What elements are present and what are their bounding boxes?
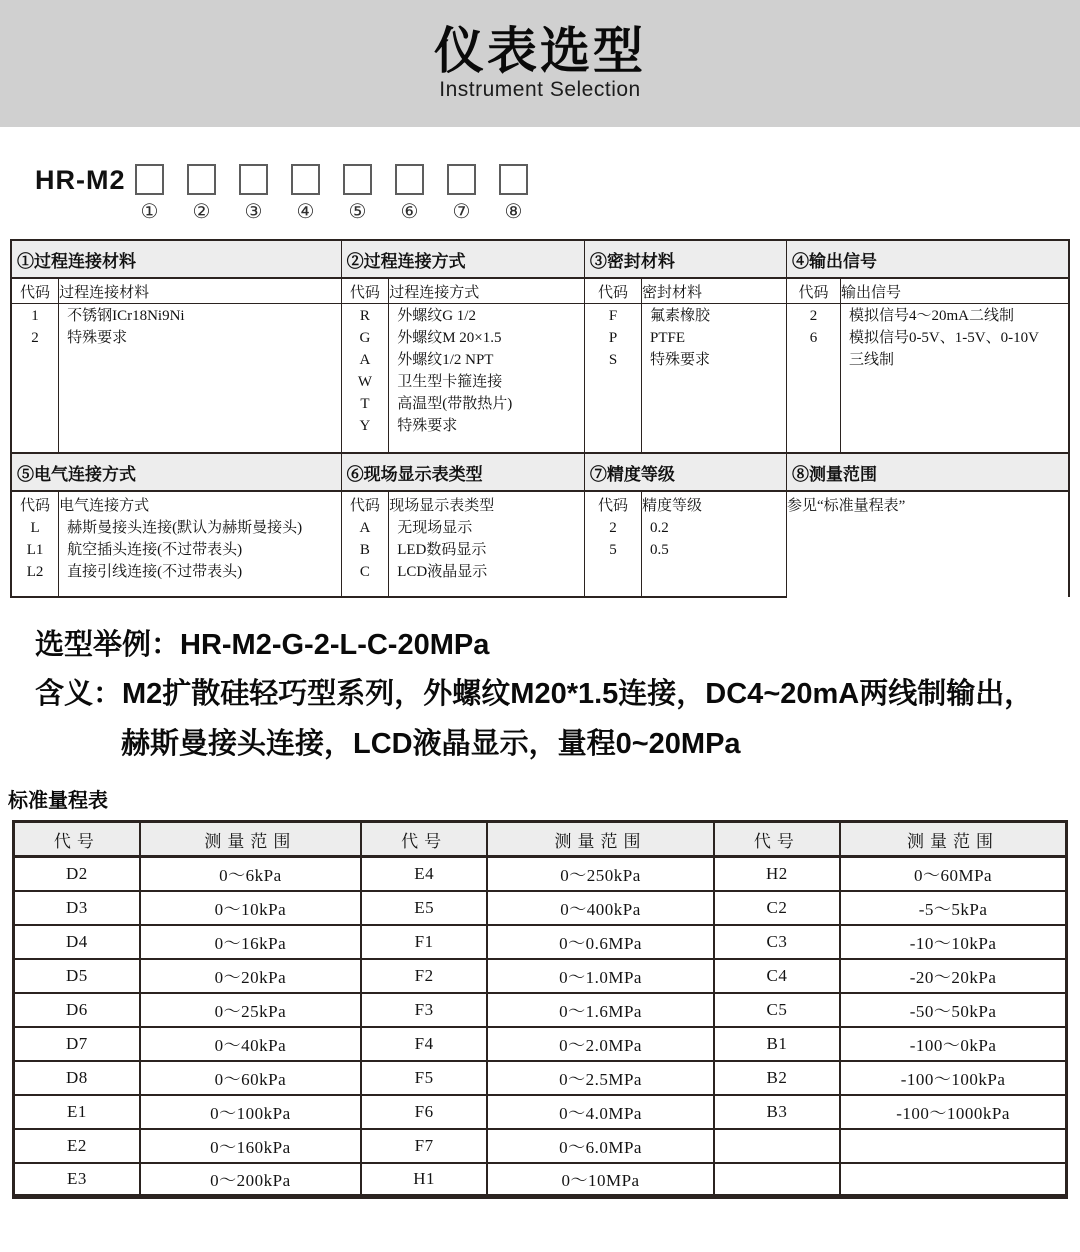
range-table-label: 标准量程表 [8,790,108,813]
page-subtitle: Instrument Selection [439,78,641,102]
range-col-header: 代号 [714,822,840,857]
range-table-row [14,959,1067,993]
range-cell: -100～1000kPa [840,1095,1066,1129]
code-cell: F1 [361,925,487,959]
code-cell: B2 [714,1061,840,1095]
code-cell: D4 [14,925,140,959]
code-box-2 [187,164,216,195]
example-line-2: 含义：M2扩散硅轻巧型系列，外螺纹M20*1.5连接，DC4~20mA两线制输出， [35,678,1034,711]
range-cell: -100～100kPa [840,1061,1066,1095]
code-cell: B3 [714,1095,840,1129]
range-col-header: 测量范围 [487,822,713,857]
code-position-5 [343,164,373,224]
s1-codes: 1 2 [11,304,59,453]
example-line-3: 赫斯曼接头连接，LCD液晶显示，量程0~20MPa [121,728,741,761]
s8-note: 参见“标准量程表” [786,491,1069,597]
code-cell: B1 [714,1027,840,1061]
sub-header-row-1 [11,278,1069,304]
range-table-row [14,1163,1067,1197]
s3-codes: F P S [584,304,641,453]
s1-code-header: 代码 [11,278,59,304]
model-prefix: HR-M2 [35,165,126,195]
range-table-row [14,1095,1067,1129]
position-number-5: ⑤ [348,201,367,223]
code-cell: F6 [361,1095,487,1129]
range-cell: 0～1.6MPa [487,993,713,1027]
position-number-2: ② [192,201,211,223]
range-table-row [14,1129,1067,1163]
range-table-row [14,1061,1067,1095]
range-cell: 0～6kPa [140,857,361,891]
code-box-1 [135,164,164,195]
range-cell: 0～60kPa [140,1061,361,1095]
range-table-row [14,891,1067,925]
code-cell [714,1163,840,1197]
code-cell: C3 [714,925,840,959]
range-cell: 0～4.0MPa [487,1095,713,1129]
s7-code-header: 代码 [584,491,641,516]
range-cell [840,1129,1066,1163]
range-cell: 0～40kPa [140,1027,361,1061]
code-box-4 [291,164,320,195]
code-cell: E2 [14,1129,140,1163]
range-cell: 0～10kPa [140,891,361,925]
s4-codes: 2 6 [786,304,840,453]
range-cell: 0～250kPa [487,857,713,891]
range-col-header: 测量范围 [840,822,1066,857]
range-cell: 0～1.0MPa [487,959,713,993]
code-cell: F7 [361,1129,487,1163]
position-number-6: ⑥ [400,201,419,223]
code-cell: C4 [714,959,840,993]
title-banner [0,0,1080,127]
sub-header-row-2 [11,491,1069,516]
s6-code-header: 代码 [341,491,389,516]
section-2-title: ②过程连接方式 [341,240,584,278]
code-cell: E5 [361,891,487,925]
code-cell: D7 [14,1027,140,1061]
range-cell: 0～16kPa [140,925,361,959]
range-cell: 0～20kPa [140,959,361,993]
range-cell: 0～400kPa [487,891,713,925]
range-cell: 0～2.0MPa [487,1027,713,1061]
section-7-title: ⑦精度等级 [584,453,786,491]
code-cell: C5 [714,993,840,1027]
position-number-8: ⑧ [504,201,523,223]
code-cell: E4 [361,857,487,891]
section-title-row-2 [11,453,1069,491]
s4-code-header: 代码 [786,278,840,304]
range-cell: -10～10kPa [840,925,1066,959]
range-cell: 0～200kPa [140,1163,361,1197]
range-cell [840,1163,1066,1197]
position-number-7: ⑦ [452,201,471,223]
code-box-8 [499,164,528,195]
range-cell: 0～6.0MPa [487,1129,713,1163]
range-table-row [14,925,1067,959]
range-table-row [14,1027,1067,1061]
s5-names: 赫斯曼接头连接(默认为赫斯曼接头) 航空插头连接(不过带表头) 直接引线连接(不过带表头) [59,516,341,597]
section-3-title: ③密封材料 [584,240,786,278]
s4-name-header: 输出信号 [840,278,1069,304]
code-cell: F3 [361,993,487,1027]
code-position-2 [187,164,217,224]
code-cell: E1 [14,1095,140,1129]
range-cell: -100～0kPa [840,1027,1066,1061]
standard-range-table [12,820,1068,1199]
code-cell: H1 [361,1163,487,1197]
code-box-3 [239,164,268,195]
code-cell: H2 [714,857,840,891]
code-cell: D8 [14,1061,140,1095]
range-cell: 0～60MPa [840,857,1066,891]
section-6-title: ⑥现场显示表类型 [341,453,584,491]
range-cell: 0～10MPa [487,1163,713,1197]
code-cell: D6 [14,993,140,1027]
code-position-8 [499,164,529,224]
range-cell: 0～2.5MPa [487,1061,713,1095]
range-table-row [14,993,1067,1027]
s3-code-header: 代码 [584,278,641,304]
range-cell: -20～20kPa [840,959,1066,993]
range-col-header: 代号 [14,822,140,857]
position-number-4: ④ [296,201,315,223]
code-box-5 [343,164,372,195]
s6-name-header: 现场显示表类型 [389,491,585,516]
s5-codes: L L1 L2 [11,516,59,597]
range-cell: 0～160kPa [140,1129,361,1163]
code-position-7 [447,164,477,224]
range-header-row [14,822,1067,857]
s1-names: 不锈钢ICr18Ni9Ni 特殊要求 [59,304,341,453]
section-5-title: ⑤电气连接方式 [11,453,341,491]
code-position-3 [239,164,269,224]
s1-name-header: 过程连接材料 [59,278,341,304]
range-cell: -50～50kPa [840,993,1066,1027]
section-1-title: ①过程连接材料 [11,240,341,278]
s7-names: 0.2 0.5 [642,516,787,597]
s3-name-header: 密封材料 [642,278,787,304]
section-title-row-1 [11,240,1069,278]
code-position-6 [395,164,425,224]
selection-table [10,239,1070,598]
s2-codes: R G A W T Y [341,304,389,453]
range-cell: 0～0.6MPa [487,925,713,959]
example-line-1: 选型举例：HR-M2-G-2-L-C-20MPa [35,628,490,661]
range-cell: -5～5kPa [840,891,1066,925]
code-box-7 [447,164,476,195]
s5-name-header: 电气连接方式 [59,491,341,516]
section-4-title: ④输出信号 [786,240,1069,278]
code-cell: D5 [14,959,140,993]
position-number-3: ③ [244,201,263,223]
code-cell: E3 [14,1163,140,1197]
code-cell: D3 [14,891,140,925]
range-col-header: 代号 [361,822,487,857]
s7-name-header: 精度等级 [642,491,787,516]
range-table-row [14,857,1067,891]
s2-code-header: 代码 [341,278,389,304]
code-cell: C2 [714,891,840,925]
code-cell: D2 [14,857,140,891]
code-box-6 [395,164,424,195]
section-8-title: ⑧测量范围 [786,453,1069,491]
code-cell [714,1129,840,1163]
s2-names: 外螺纹G 1/2 外螺纹M 20×1.5 外螺纹1/2 NPT 卫生型卡箍连接 高温型(带散热片) 特殊要求 [389,304,585,453]
code-position-1 [135,164,165,224]
s4-names: 模拟信号4～20mA二线制 模拟信号0-5V、1-5V、0-10V 三线制 [840,304,1069,453]
range-cell: 0～25kPa [140,993,361,1027]
code-position-4 [291,164,321,224]
s6-codes: A B C [341,516,389,597]
code-cell: F5 [361,1061,487,1095]
code-cell: F4 [361,1027,487,1061]
page-title: 仪表选型 [434,22,646,79]
position-number-1: ① [140,201,159,223]
s2-name-header: 过程连接方式 [389,278,585,304]
body-row-1 [11,304,1069,453]
range-cell: 0～100kPa [140,1095,361,1129]
s7-codes: 2 5 [584,516,641,597]
selection-example [35,630,1080,762]
s3-names: 氟素橡胶 PTFE 特殊要求 [642,304,787,453]
model-code-builder [35,164,1080,224]
code-cell: F2 [361,959,487,993]
range-col-header: 测量范围 [140,822,361,857]
s5-code-header: 代码 [11,491,59,516]
s6-names: 无现场显示 LED数码显示 LCD液晶显示 [389,516,585,597]
